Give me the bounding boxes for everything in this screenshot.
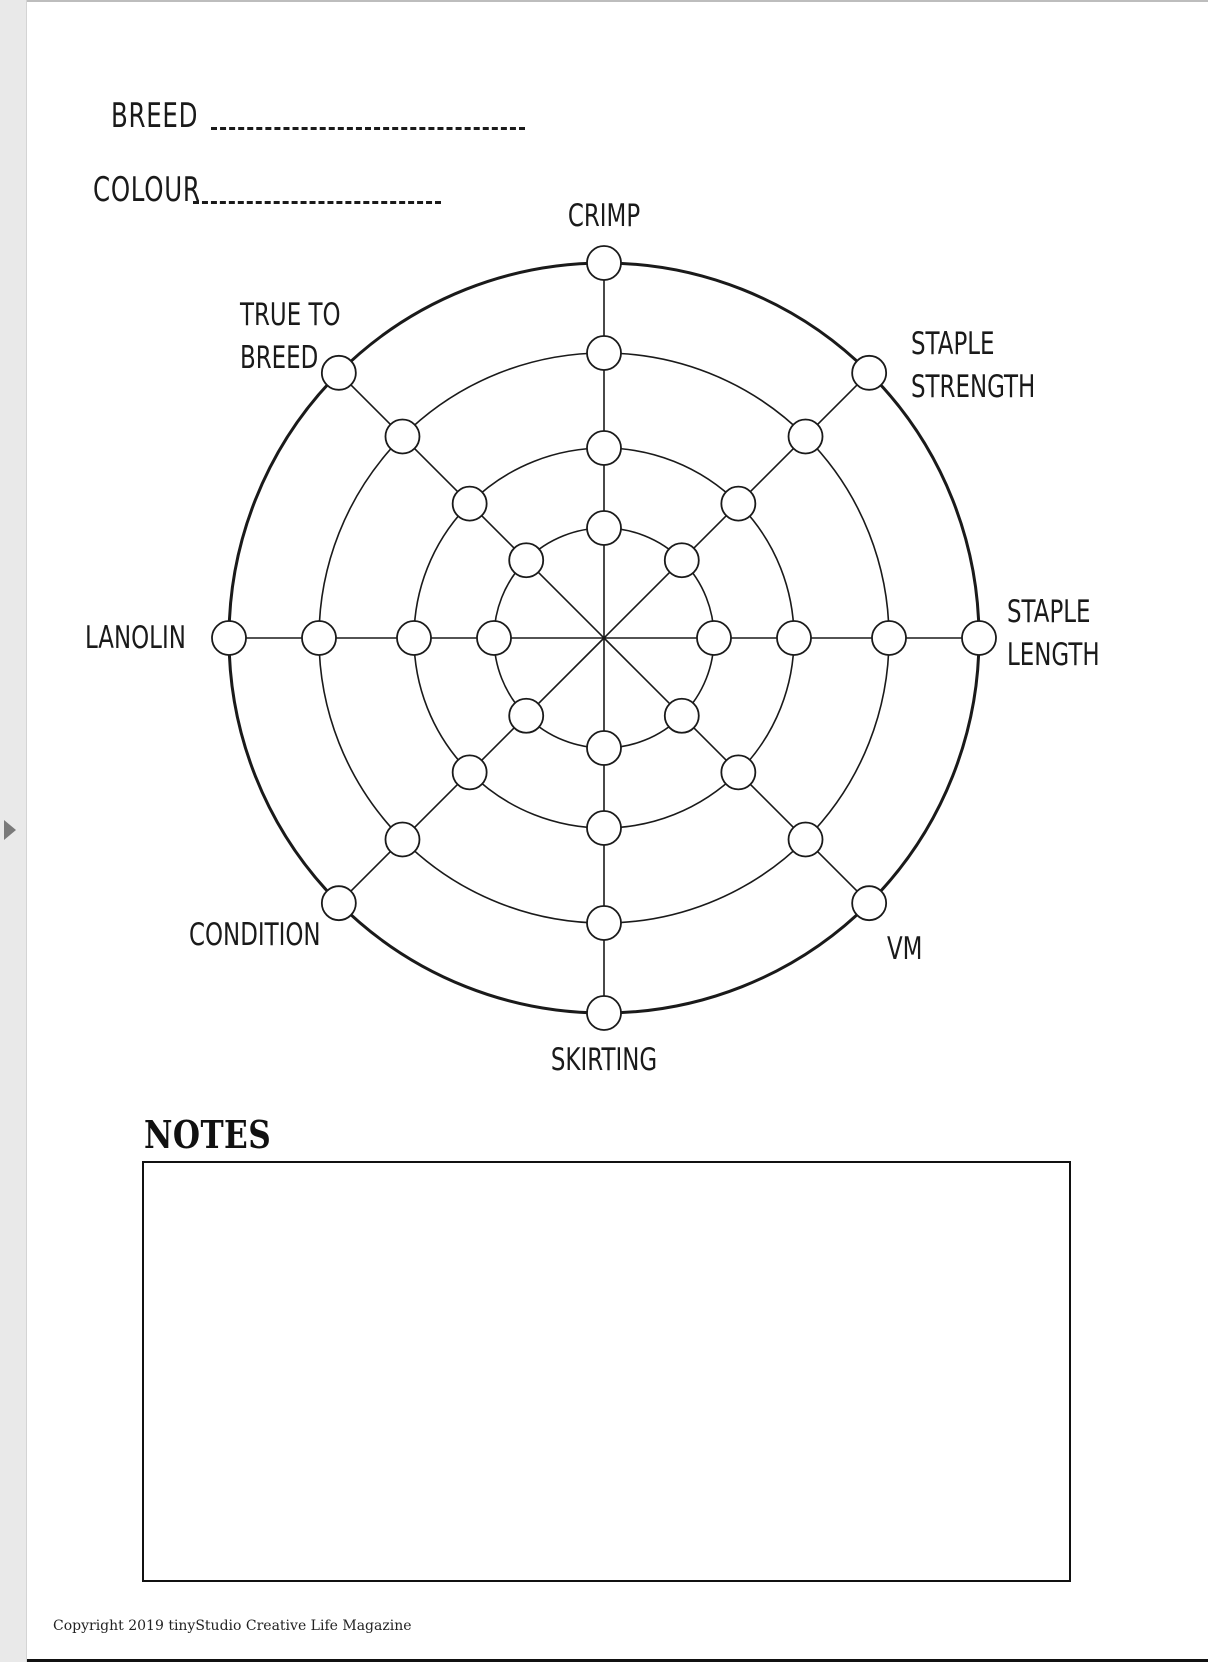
axis-label-condition: CONDITION [189, 917, 321, 953]
rating-node-condition-3[interactable] [385, 823, 419, 857]
copyright-text: Copyright 2019 tinyStudio Creative Life Magazine [53, 1618, 412, 1634]
rating-wheel [27, 2, 1208, 1112]
rating-node-skirting-3[interactable] [587, 906, 621, 940]
worksheet-page [27, 0, 1208, 1662]
rating-node-staple-length-1[interactable] [697, 621, 731, 655]
rating-node-skirting-2[interactable] [587, 811, 621, 845]
rating-node-staple-length-4[interactable] [962, 621, 996, 655]
rating-node-lanolin-1[interactable] [477, 621, 511, 655]
rating-node-condition-4[interactable] [322, 886, 356, 920]
rating-node-skirting-1[interactable] [587, 731, 621, 765]
rating-node-staple-strength-2[interactable] [721, 487, 755, 521]
rating-node-vm-1[interactable] [665, 699, 699, 733]
rating-node-crimp-1[interactable] [587, 511, 621, 545]
axis-label-lanolin: LANOLIN [85, 620, 186, 656]
rating-node-true-to-breed-1[interactable] [509, 543, 543, 577]
axis-label-vm: VM [887, 931, 923, 967]
rating-node-vm-3[interactable] [789, 823, 823, 857]
axis-label-true-to-breed: TRUE TO BREED [240, 297, 341, 376]
rating-node-vm-2[interactable] [721, 755, 755, 789]
axis-label-staple-strength: STAPLE STRENGTH [911, 326, 1036, 405]
rating-node-lanolin-4[interactable] [212, 621, 246, 655]
rating-node-staple-strength-3[interactable] [789, 419, 823, 453]
axis-label-crimp: CRIMP [567, 198, 641, 234]
rating-node-condition-2[interactable] [453, 755, 487, 789]
rating-node-true-to-breed-2[interactable] [453, 487, 487, 521]
rating-node-staple-length-3[interactable] [872, 621, 906, 655]
notes-title: NOTES [144, 1112, 272, 1157]
rating-node-crimp-2[interactable] [587, 431, 621, 465]
rating-node-lanolin-3[interactable] [302, 621, 336, 655]
rating-node-crimp-4[interactable] [587, 246, 621, 280]
viewer-sidebar [0, 0, 27, 1662]
axis-label-staple-length: STAPLE LENGTH [1007, 594, 1100, 673]
rating-node-true-to-breed-3[interactable] [385, 419, 419, 453]
notes-box[interactable] [142, 1161, 1071, 1582]
rating-node-vm-4[interactable] [852, 886, 886, 920]
rating-node-skirting-4[interactable] [587, 996, 621, 1030]
rating-node-lanolin-2[interactable] [397, 621, 431, 655]
colour-label: COLOUR [93, 170, 201, 210]
rating-node-crimp-3[interactable] [587, 336, 621, 370]
breed-label: BREED [111, 96, 199, 136]
rating-node-condition-1[interactable] [509, 699, 543, 733]
rating-node-staple-length-2[interactable] [777, 621, 811, 655]
rating-node-staple-strength-4[interactable] [852, 356, 886, 390]
triangle-right-icon[interactable] [4, 820, 16, 840]
axis-label-skirting: SKIRTING [550, 1042, 658, 1078]
rating-node-true-to-breed-4[interactable] [322, 356, 356, 390]
rating-node-staple-strength-1[interactable] [665, 543, 699, 577]
